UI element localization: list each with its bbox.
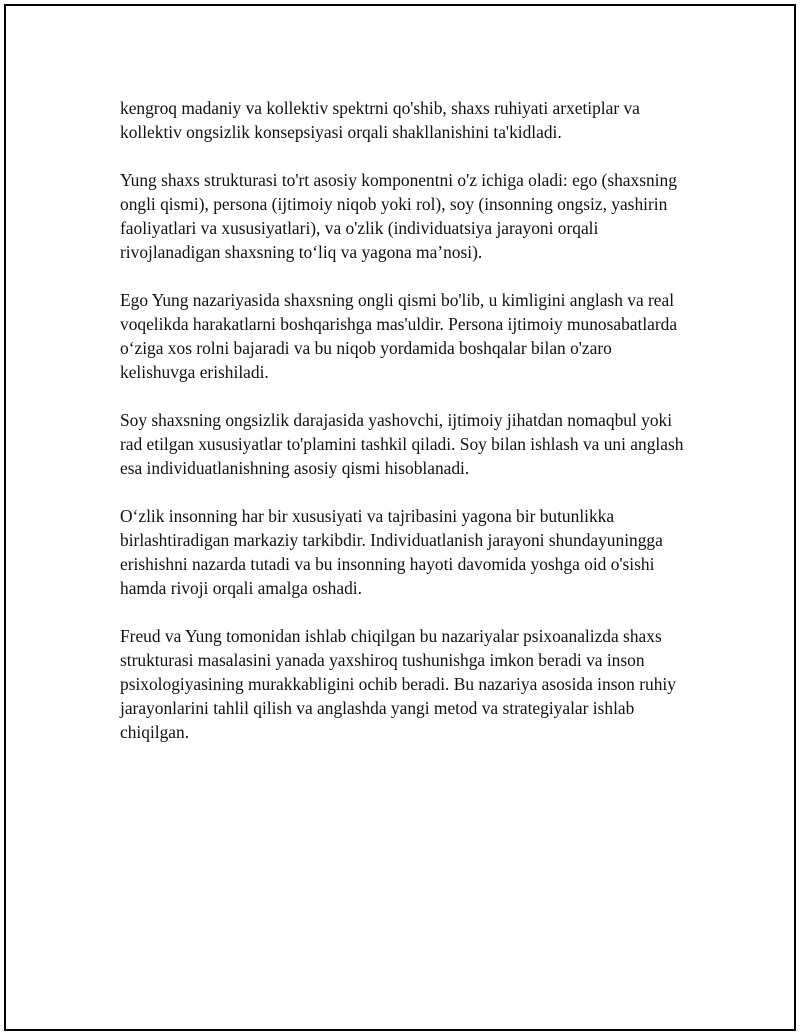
paragraph-1: kengroq madaniy va kollektiv spektrni qo'shib, shaxs ruhiyati arxetiplar va kollektiv ongsizlik konsepsiyasi orqali shakllanishini ta'kidladi.	[120, 98, 640, 142]
paragraph-5: O‘zlik insonning har bir xususiyati va tajribasini yagona bir butunlikka birlashtiradigan markaziy tarkibdir. Individuatlanish jarayoni shundayuningga erishishni nazarda tutadi va bu insonning hayoti davomida yoshga oid o'sishi hamda rivoji orqali amalga oshadi.	[120, 506, 663, 598]
paragraph-2: Yung shaxs strukturasi to'rt asosiy komponentni o'z ichiga oladi: ego (shaxsning ongli qismi), persona (ijtimoiy niqob yoki rol), soy (insonning ongsiz, yashirin faoliyatlari va xususiyatlari), va o'zlik (individuatsiya jarayoni orqali rivojlanadigan shaxsning to‘liq va yagona ma’nosi).	[120, 170, 677, 262]
document-page	[4, 4, 796, 1031]
document-body	[120, 96, 690, 768]
paragraph-3: Ego Yung nazariyasida shaxsning ongli qismi bo'lib, u kimligini anglash va real voqelikda harakatlarni boshqarishga mas'uldir. Persona ijtimoiy munosabatlarda o‘ziga xos rolni bajaradi va bu niqob yordamida boshqalar bilan o'zaro kelishuvga erishiladi.	[120, 290, 678, 382]
paragraph-6: Freud va Yung tomonidan ishlab chiqilgan bu nazariyalar psixoanalizda shaxs strukturasi masalasini yanada yaxshiroq tushunishga imkon beradi va inson psixologiyasining murakkabligini ochib beradi. Bu nazariya asosida inson ruhiy jarayonlarini tahlil qilish va anglashda yangi metod va strategiyalar ishlab chiqilgan.	[120, 626, 676, 742]
paragraph-4: Soy shaxsning ongsizlik darajasida yashovchi, ijtimoiy jihatdan nomaqbul yoki rad etilgan xususiyatlar to'plamini tashkil qiladi. Soy bilan ishlash va uni anglash esa individuatlanishning asosiy qismi hisoblanadi.	[120, 410, 684, 478]
